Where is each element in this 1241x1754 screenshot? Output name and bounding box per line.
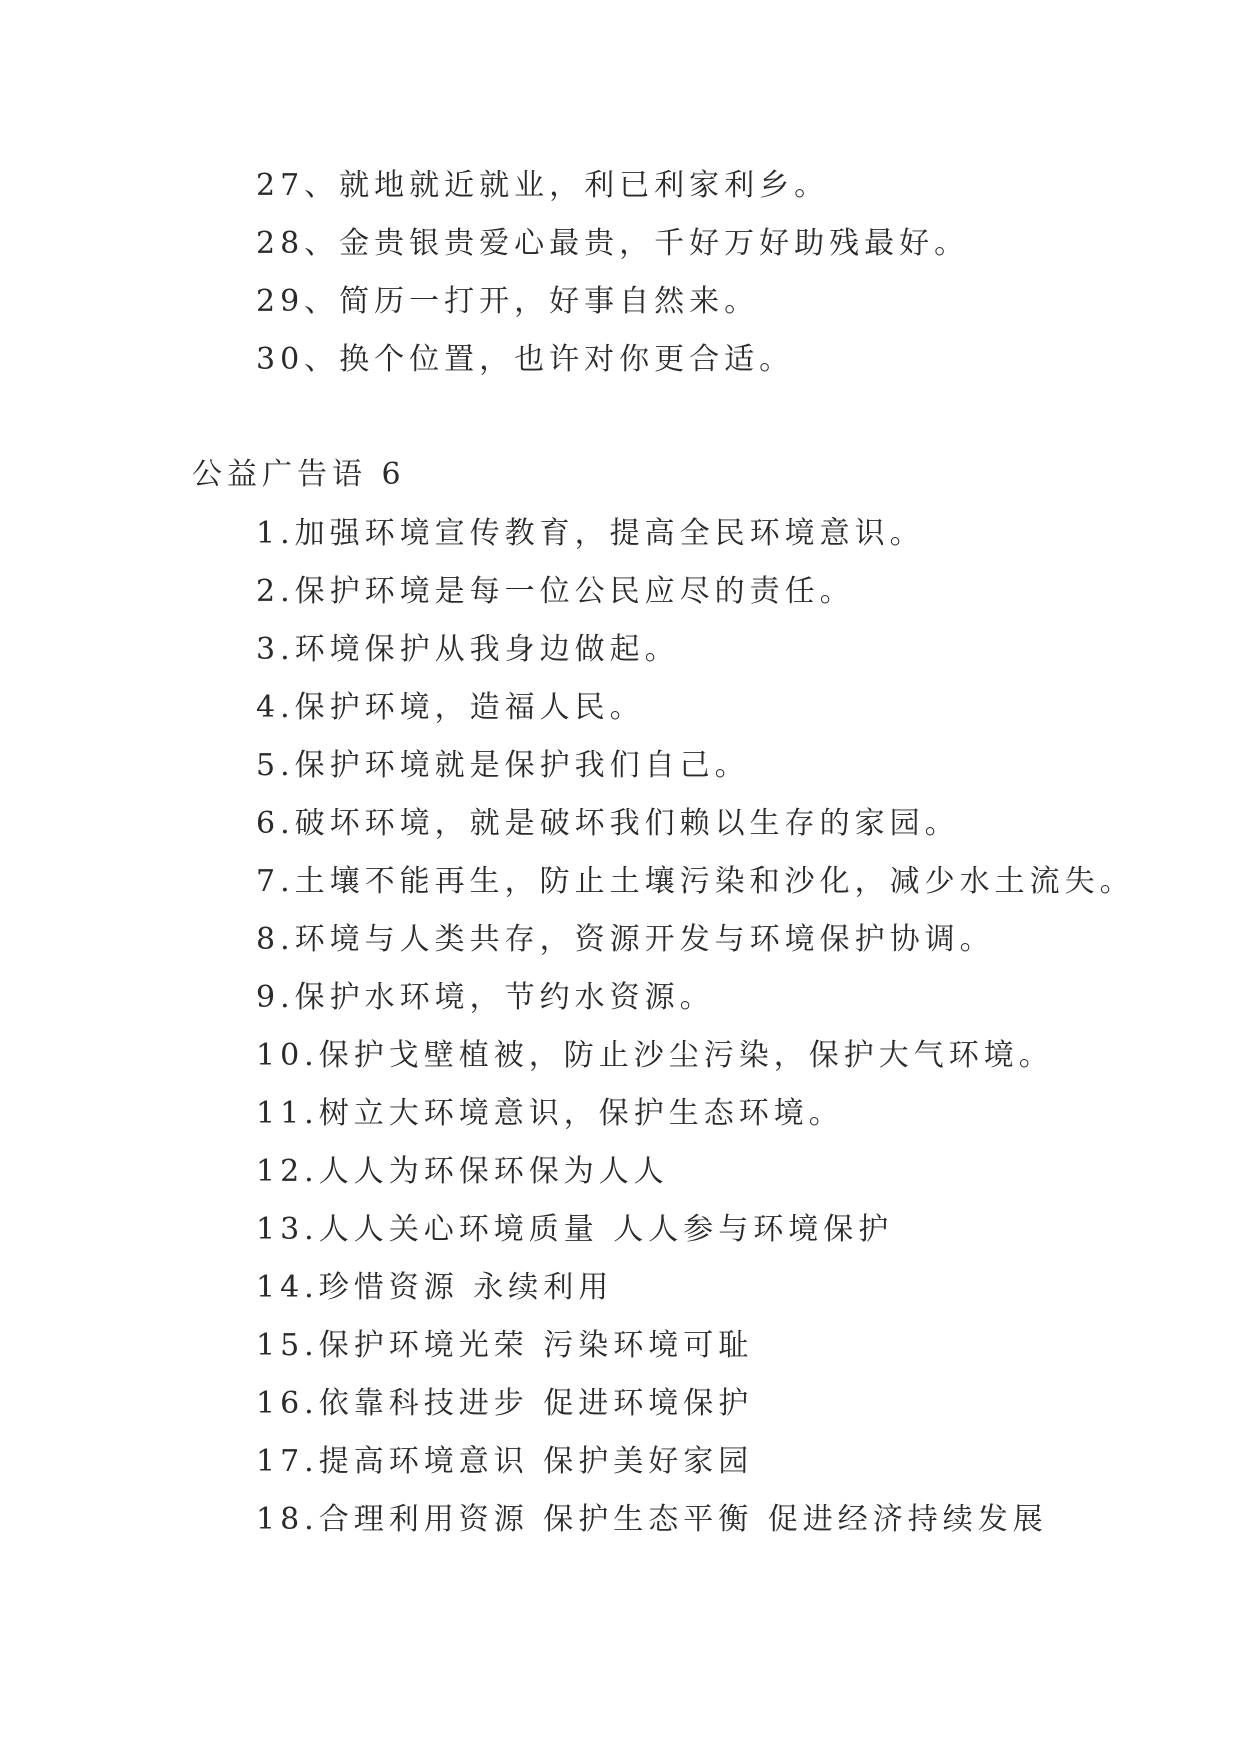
list-item: 14.珍惜资源 永续利用 (256, 1270, 614, 1305)
list-item: 1.加强环境宣传教育，提高全民环境意识。 (256, 516, 925, 551)
list-item: 6.破坏环境，就是破坏我们赖以生存的家园。 (256, 806, 960, 841)
list-item: 29、简历一打开，好事自然来。 (256, 284, 760, 319)
list-item: 2.保护环境是每一位公民应尽的责任。 (256, 574, 855, 609)
list-item: 27、就地就近就业，利已利家利乡。 (256, 168, 830, 203)
list-item: 11.树立大环境意识，保护生态环境。 (256, 1096, 844, 1131)
list-item: 9.保护水环境，节约水资源。 (256, 980, 715, 1015)
list-item: 10.保护戈壁植被，防止沙尘污染，保护大气环境。 (256, 1038, 1054, 1073)
list-item: 15.保护环境光荣 污染环境可耻 (256, 1328, 754, 1363)
list-item: 3.环境保护从我身边做起。 (256, 632, 680, 667)
list-item: 12.人人为环保环保为人人 (256, 1154, 669, 1189)
section-heading: 公益广告语 6 (192, 457, 406, 492)
list-item: 16.依靠科技进步 促进环境保护 (256, 1386, 754, 1421)
list-item: 4.保护环境，造福人民。 (256, 690, 645, 725)
list-item: 18.合理利用资源 保护生态平衡 促进经济持续发展 (256, 1502, 1048, 1537)
list-item: 13.人人关心环境质量 人人参与环境保护 (256, 1212, 894, 1247)
list-item: 7.土壤不能再生，防止土壤污染和沙化，减少水土流失。 (256, 864, 1135, 899)
list-item: 30、换个位置，也许对你更合适。 (256, 342, 795, 377)
list-item: 17.提高环境意识 保护美好家园 (256, 1444, 754, 1479)
list-item: 5.保护环境就是保护我们自己。 (256, 748, 750, 783)
list-item: 28、金贵银贵爱心最贵，千好万好助残最好。 (256, 226, 970, 261)
list-item: 8.环境与人类共存，资源开发与环境保护协调。 (256, 922, 995, 957)
